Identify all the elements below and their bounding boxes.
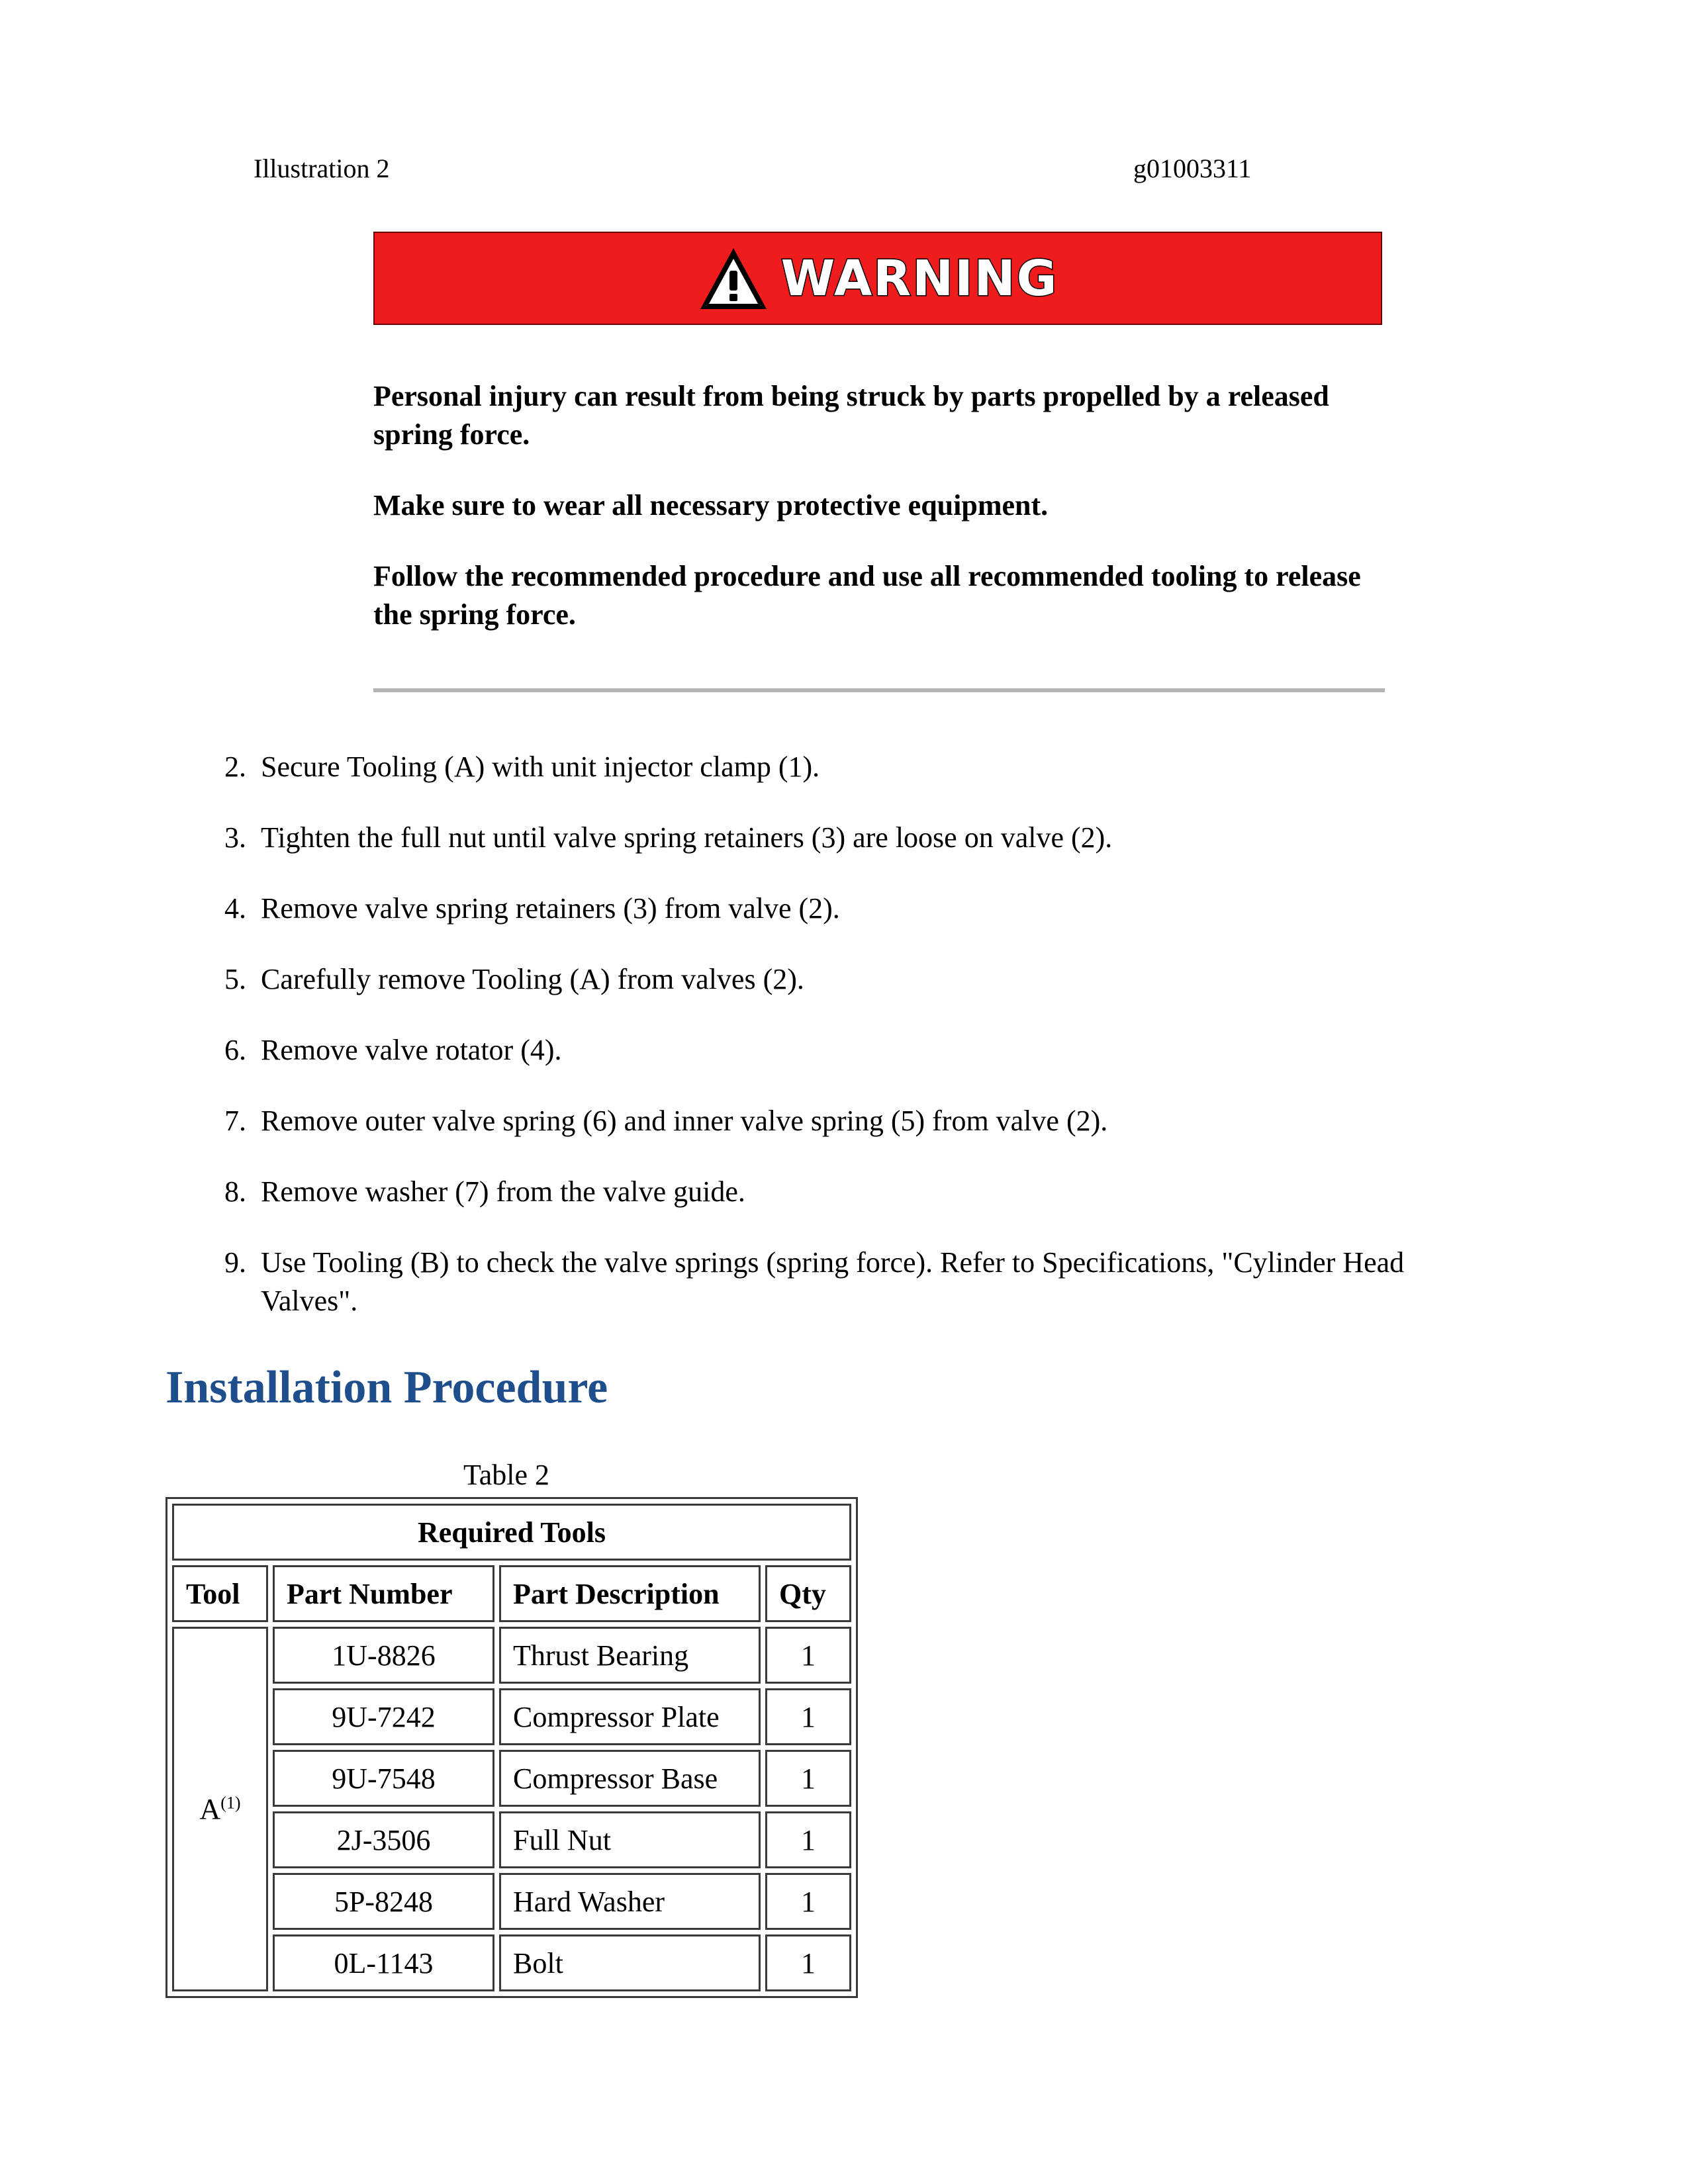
- step-text: Remove valve spring retainers (3) from valve (2).: [261, 892, 840, 925]
- warning-triangle-icon: [698, 246, 769, 312]
- step-item: [199, 1244, 1496, 1320]
- step-number: 5.: [224, 963, 246, 995]
- section-title: Installation Procedure: [165, 1362, 608, 1413]
- step-item: [199, 748, 1496, 786]
- step-number: 7.: [224, 1105, 246, 1137]
- part-description-cell: Compressor Plate: [499, 1688, 761, 1745]
- table-title-row: [172, 1504, 851, 1561]
- column-header-part-description: Part Description: [499, 1565, 761, 1622]
- warning-banner: [373, 232, 1382, 325]
- table-title: Required Tools: [172, 1504, 851, 1561]
- tool-cell: [172, 1627, 268, 1991]
- table-row: [172, 1934, 851, 1991]
- step-number: 4.: [224, 892, 246, 925]
- required-tools-table: [165, 1497, 858, 1998]
- part-description-cell: Bolt: [499, 1934, 761, 1991]
- table-row: [172, 1627, 851, 1684]
- part-number-cell: 5P-8248: [273, 1873, 494, 1930]
- step-item: [199, 819, 1496, 857]
- illustration-label: Illustration 2: [254, 154, 390, 183]
- part-description-cell: Full Nut: [499, 1811, 761, 1868]
- step-text: Tighten the full nut until valve spring retainers (3) are loose on valve (2).: [261, 821, 1113, 854]
- warning-paragraph: Follow the recommended procedure and use all recommended tooling to release the spring force.: [373, 560, 1361, 631]
- warning-label: WARNING: [780, 250, 1058, 307]
- part-description-cell: Thrust Bearing: [499, 1627, 761, 1684]
- step-text: Use Tooling (B) to check the valve springs (spring force). Refer to Specifications, "Cylinder Head Valves".: [261, 1246, 1405, 1317]
- column-header-part-number: Part Number: [273, 1565, 494, 1622]
- illustration-id: g01003311: [1133, 154, 1252, 183]
- qty-cell: 1: [765, 1688, 851, 1745]
- footnote-marker: (1): [220, 1793, 241, 1813]
- part-description-cell: Compressor Base: [499, 1750, 761, 1807]
- qty-cell: 1: [765, 1750, 851, 1807]
- column-header-qty: Qty: [765, 1565, 851, 1622]
- table-row: [172, 1811, 851, 1868]
- step-item: [199, 1031, 1496, 1069]
- step-text: Secure Tooling (A) with unit injector clamp (1).: [261, 751, 820, 783]
- step-item: [199, 1173, 1496, 1211]
- part-description-cell: Hard Washer: [499, 1873, 761, 1930]
- step-number: 6.: [224, 1034, 246, 1066]
- step-text: Remove outer valve spring (6) and inner valve spring (5) from valve (2).: [261, 1105, 1108, 1137]
- step-number: 9.: [224, 1246, 246, 1279]
- step-item: [199, 960, 1496, 999]
- step-text: Remove washer (7) from the valve guide.: [261, 1175, 745, 1208]
- table-caption: Table 2: [463, 1459, 550, 1491]
- procedure-steps: [199, 748, 1496, 1353]
- step-text: Remove valve rotator (4).: [261, 1034, 562, 1066]
- step-item: [199, 889, 1496, 928]
- warning-paragraph: Make sure to wear all necessary protective equipment.: [373, 489, 1049, 522]
- step-number: 2.: [224, 751, 246, 783]
- table-row: [172, 1873, 851, 1930]
- step-number: 8.: [224, 1175, 246, 1208]
- step-item: [199, 1102, 1496, 1140]
- part-number-cell: 0L-1143: [273, 1934, 494, 1991]
- table-row: [172, 1688, 851, 1745]
- table-row: [172, 1750, 851, 1807]
- part-number-cell: 9U-7548: [273, 1750, 494, 1807]
- qty-cell: 1: [765, 1873, 851, 1930]
- warning-paragraph: Personal injury can result from being struck by parts propelled by a released spring force.: [373, 380, 1329, 451]
- column-header-tool: Tool: [172, 1565, 268, 1622]
- qty-cell: 1: [765, 1627, 851, 1684]
- step-text: Carefully remove Tooling (A) from valves (2).: [261, 963, 804, 995]
- qty-cell: 1: [765, 1811, 851, 1868]
- step-number: 3.: [224, 821, 246, 854]
- part-number-cell: 9U-7242: [273, 1688, 494, 1745]
- part-number-cell: 1U-8826: [273, 1627, 494, 1684]
- qty-cell: 1: [765, 1934, 851, 1991]
- table-header-row: [172, 1565, 851, 1622]
- part-number-cell: 2J-3506: [273, 1811, 494, 1868]
- warning-divider: [373, 688, 1385, 692]
- tool-letter: A: [199, 1793, 221, 1825]
